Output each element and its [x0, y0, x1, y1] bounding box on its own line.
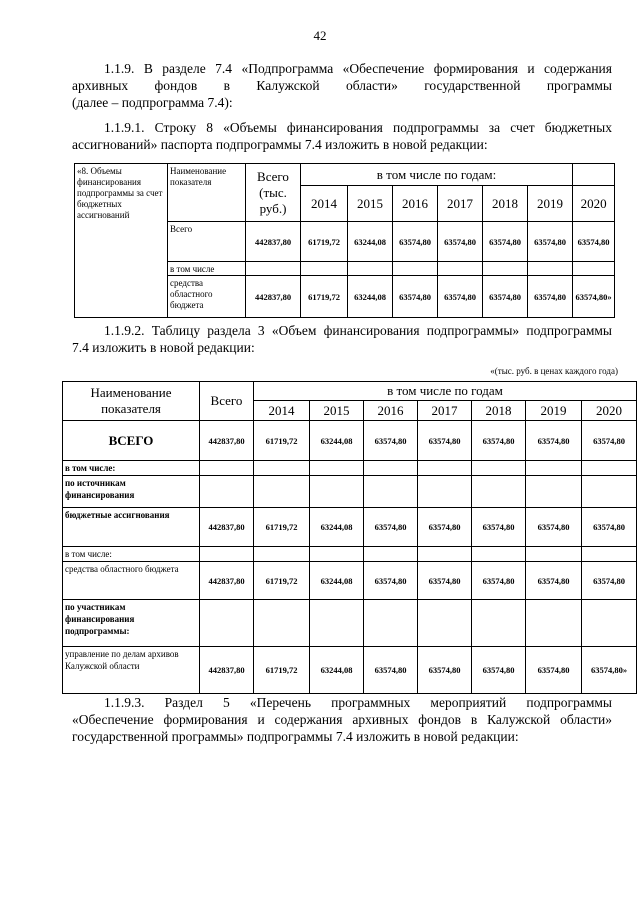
- empty-cell: [418, 600, 472, 647]
- cell-value: 63574,80: [526, 421, 582, 461]
- empty-cell: [526, 547, 582, 562]
- empty-cell: [472, 476, 526, 508]
- empty-cell: [582, 461, 637, 476]
- empty-cell: [310, 600, 364, 647]
- empty-cell: [364, 461, 418, 476]
- cell-value: 63574,80: [582, 508, 637, 547]
- header-years-group: в том числе по годам:: [301, 164, 573, 186]
- header-year: 2020: [582, 401, 637, 421]
- table-row: [63, 461, 637, 476]
- cell-value: 63574,80: [438, 222, 483, 262]
- header-year: 2019: [526, 401, 582, 421]
- table-row: [63, 476, 637, 508]
- empty-cell: [582, 600, 637, 647]
- row-label: Всего: [168, 222, 246, 262]
- row-label: средства областного бюджета: [168, 276, 246, 318]
- header-year: 2016: [393, 186, 438, 222]
- row-label: средства областного бюджета: [63, 562, 200, 600]
- cell-value: 63574,80: [528, 222, 573, 262]
- paragraph-line: архивных фондов в Калужской области» государственной программы: [72, 78, 612, 93]
- row-label: в том числе:: [63, 547, 200, 562]
- cell-total: 442837,80: [246, 222, 301, 262]
- paragraph-1-1-9-2: [72, 322, 612, 356]
- empty-cell: [348, 262, 393, 276]
- cell-value: 63574,80»: [582, 647, 637, 694]
- header-year: 2015: [310, 401, 364, 421]
- cell-value: 61719,72: [254, 508, 310, 547]
- table-row: [63, 647, 637, 694]
- empty-cell: [582, 476, 637, 508]
- header-year: 2019: [528, 186, 573, 222]
- cell-value: 63574,80: [472, 421, 526, 461]
- empty-cell: [301, 262, 348, 276]
- cell-value: 63574,80: [526, 562, 582, 600]
- cell-value: 63574,80: [582, 421, 637, 461]
- cell-value: 63574,80: [472, 508, 526, 547]
- paragraph-line: 1.1.9. В разделе 7.4 «Подпрограмма «Обеспечение формирования и содержания: [104, 61, 612, 76]
- empty-cell: [573, 262, 615, 276]
- header-year: 2014: [301, 186, 348, 222]
- row-label: в том числе: [168, 262, 246, 276]
- paragraph-1-1-9-1: [72, 119, 612, 153]
- paragraph-1-1-9-3: [72, 694, 612, 745]
- cell-value: 63574,80: [573, 222, 615, 262]
- header-total: Всего (тыс. руб.): [246, 164, 301, 222]
- cell-value: 63574,80: [418, 508, 472, 547]
- header-year: 2018: [483, 186, 528, 222]
- cell-total: 442837,80: [200, 647, 254, 694]
- header-year: 2014: [254, 401, 310, 421]
- header-year: 2017: [418, 401, 472, 421]
- header-year: 2016: [364, 401, 418, 421]
- header-years-group: в том числе по годам: [254, 382, 637, 401]
- cell-value: 63574,80: [472, 647, 526, 694]
- empty-cell: [310, 476, 364, 508]
- empty-cell: [254, 547, 310, 562]
- cell-value: 63244,08: [310, 421, 364, 461]
- empty-cell: [472, 547, 526, 562]
- cell-value: 63574,80: [472, 562, 526, 600]
- empty-cell: [364, 476, 418, 508]
- cell-value: 63574,80: [364, 647, 418, 694]
- paragraph-line: 1.1.9.1. Строку 8 «Объемы финансирования подпрограммы за счет бюджетных: [104, 120, 612, 135]
- cell-value: 63574,80: [364, 562, 418, 600]
- empty-cell: [582, 547, 637, 562]
- header-year: 2015: [348, 186, 393, 222]
- cell-value: 63574,80: [483, 222, 528, 262]
- row-label: бюджетные ассигнования: [63, 508, 200, 547]
- cell-value: 63574,80: [418, 562, 472, 600]
- empty-cell: [418, 461, 472, 476]
- table-row: [63, 508, 637, 547]
- paragraph-line: 7.4 изложить в новой редакции:: [72, 340, 255, 355]
- header-year: 2018: [472, 401, 526, 421]
- cell-total: 442837,80: [200, 508, 254, 547]
- header-year: 2020: [573, 186, 615, 222]
- empty-cell: [526, 461, 582, 476]
- table-row: [63, 547, 637, 562]
- table-row: [63, 562, 637, 600]
- cell-value: 63574,80: [364, 421, 418, 461]
- header-empty-cell: [573, 164, 615, 186]
- paragraph-line: государственной программы» подпрограммы 7.4 изложить в новой редакции:: [72, 729, 519, 744]
- row-label: в том числе:: [63, 461, 200, 476]
- units-note: «(тыс. руб. в ценах каждого года): [490, 366, 618, 376]
- paragraph-line: ассигнований» паспорта подпрограммы 7.4 изложить в новой редакции:: [72, 137, 488, 152]
- row-label: по источникам финансирования: [63, 476, 200, 508]
- cell-total: 442837,80: [246, 276, 301, 318]
- cell-value: 63244,08: [310, 647, 364, 694]
- paragraph-line: (далее – подпрограмма 7.4):: [72, 95, 233, 110]
- cell-value: 63574,80: [418, 421, 472, 461]
- table-row: [63, 600, 637, 647]
- header-indicator-name: Наименование показателя: [63, 382, 200, 421]
- empty-cell: [393, 262, 438, 276]
- empty-cell: [472, 461, 526, 476]
- page-number: 42: [313, 28, 327, 43]
- cell-value: 63574,80: [364, 508, 418, 547]
- cell-value: 63244,08: [348, 276, 393, 318]
- cell-total: 442837,80: [200, 421, 254, 461]
- cell-value: 63574,80: [526, 508, 582, 547]
- empty-cell: [254, 476, 310, 508]
- cell-value: 63574,80: [393, 222, 438, 262]
- empty-cell: [200, 461, 254, 476]
- cell-value: 63244,08: [310, 508, 364, 547]
- empty-cell: [364, 600, 418, 647]
- cell-value: 61719,72: [254, 647, 310, 694]
- cell-total: 442837,80: [200, 562, 254, 600]
- empty-cell: [364, 547, 418, 562]
- empty-cell: [483, 262, 528, 276]
- empty-cell: [254, 461, 310, 476]
- empty-cell: [472, 600, 526, 647]
- empty-cell: [418, 476, 472, 508]
- empty-cell: [526, 476, 582, 508]
- paragraph-line: 1.1.9.2. Таблицу раздела 3 «Объем финансирования подпрограммы» подпрограммы: [104, 323, 612, 338]
- cell-value: 63574,80: [483, 276, 528, 318]
- row-label: по участникам финансирования подпрограммы:: [63, 600, 200, 647]
- cell-value: 63574,80: [526, 647, 582, 694]
- empty-cell: [438, 262, 483, 276]
- cell-value: 63574,80: [528, 276, 573, 318]
- cell-value: 63574,80»: [573, 276, 615, 318]
- cell-value: 63574,80: [393, 276, 438, 318]
- empty-cell: [246, 262, 301, 276]
- table-row: [63, 421, 637, 461]
- empty-cell: [200, 547, 254, 562]
- cell-value: 61719,72: [254, 421, 310, 461]
- cell-value: 61719,72: [301, 276, 348, 318]
- row-label: управление по делам архивов Калужской области: [63, 647, 200, 694]
- empty-cell: [200, 600, 254, 647]
- empty-cell: [526, 600, 582, 647]
- header-year: 2017: [438, 186, 483, 222]
- row-label: ВСЕГО: [63, 421, 200, 461]
- cell-value: 63244,08: [348, 222, 393, 262]
- header-indicator-name: Наименование показателя: [168, 164, 246, 222]
- cell-value: 61719,72: [254, 562, 310, 600]
- cell-value: 63574,80: [438, 276, 483, 318]
- row-label-funding: «8. Объемы финансирования подпрограммы за счет бюджетных ассигнований: [75, 164, 168, 318]
- subprogram-funding-table: [62, 381, 637, 694]
- cell-value: 63244,08: [310, 562, 364, 600]
- header-total: Всего: [200, 382, 254, 421]
- cell-value: 61719,72: [301, 222, 348, 262]
- empty-cell: [310, 461, 364, 476]
- paragraph-1-1-9: [72, 60, 612, 111]
- cell-value: 63574,80: [418, 647, 472, 694]
- empty-cell: [200, 476, 254, 508]
- empty-cell: [254, 600, 310, 647]
- paragraph-line: 1.1.9.3. Раздел 5 «Перечень программных мероприятий подпрограммы: [104, 695, 612, 710]
- empty-cell: [528, 262, 573, 276]
- empty-cell: [310, 547, 364, 562]
- cell-value: 63574,80: [582, 562, 637, 600]
- funding-passport-table: [74, 163, 615, 318]
- empty-cell: [418, 547, 472, 562]
- paragraph-line: «Обеспечение формирования и содержания архивных фондов в Калужской области»: [72, 712, 612, 727]
